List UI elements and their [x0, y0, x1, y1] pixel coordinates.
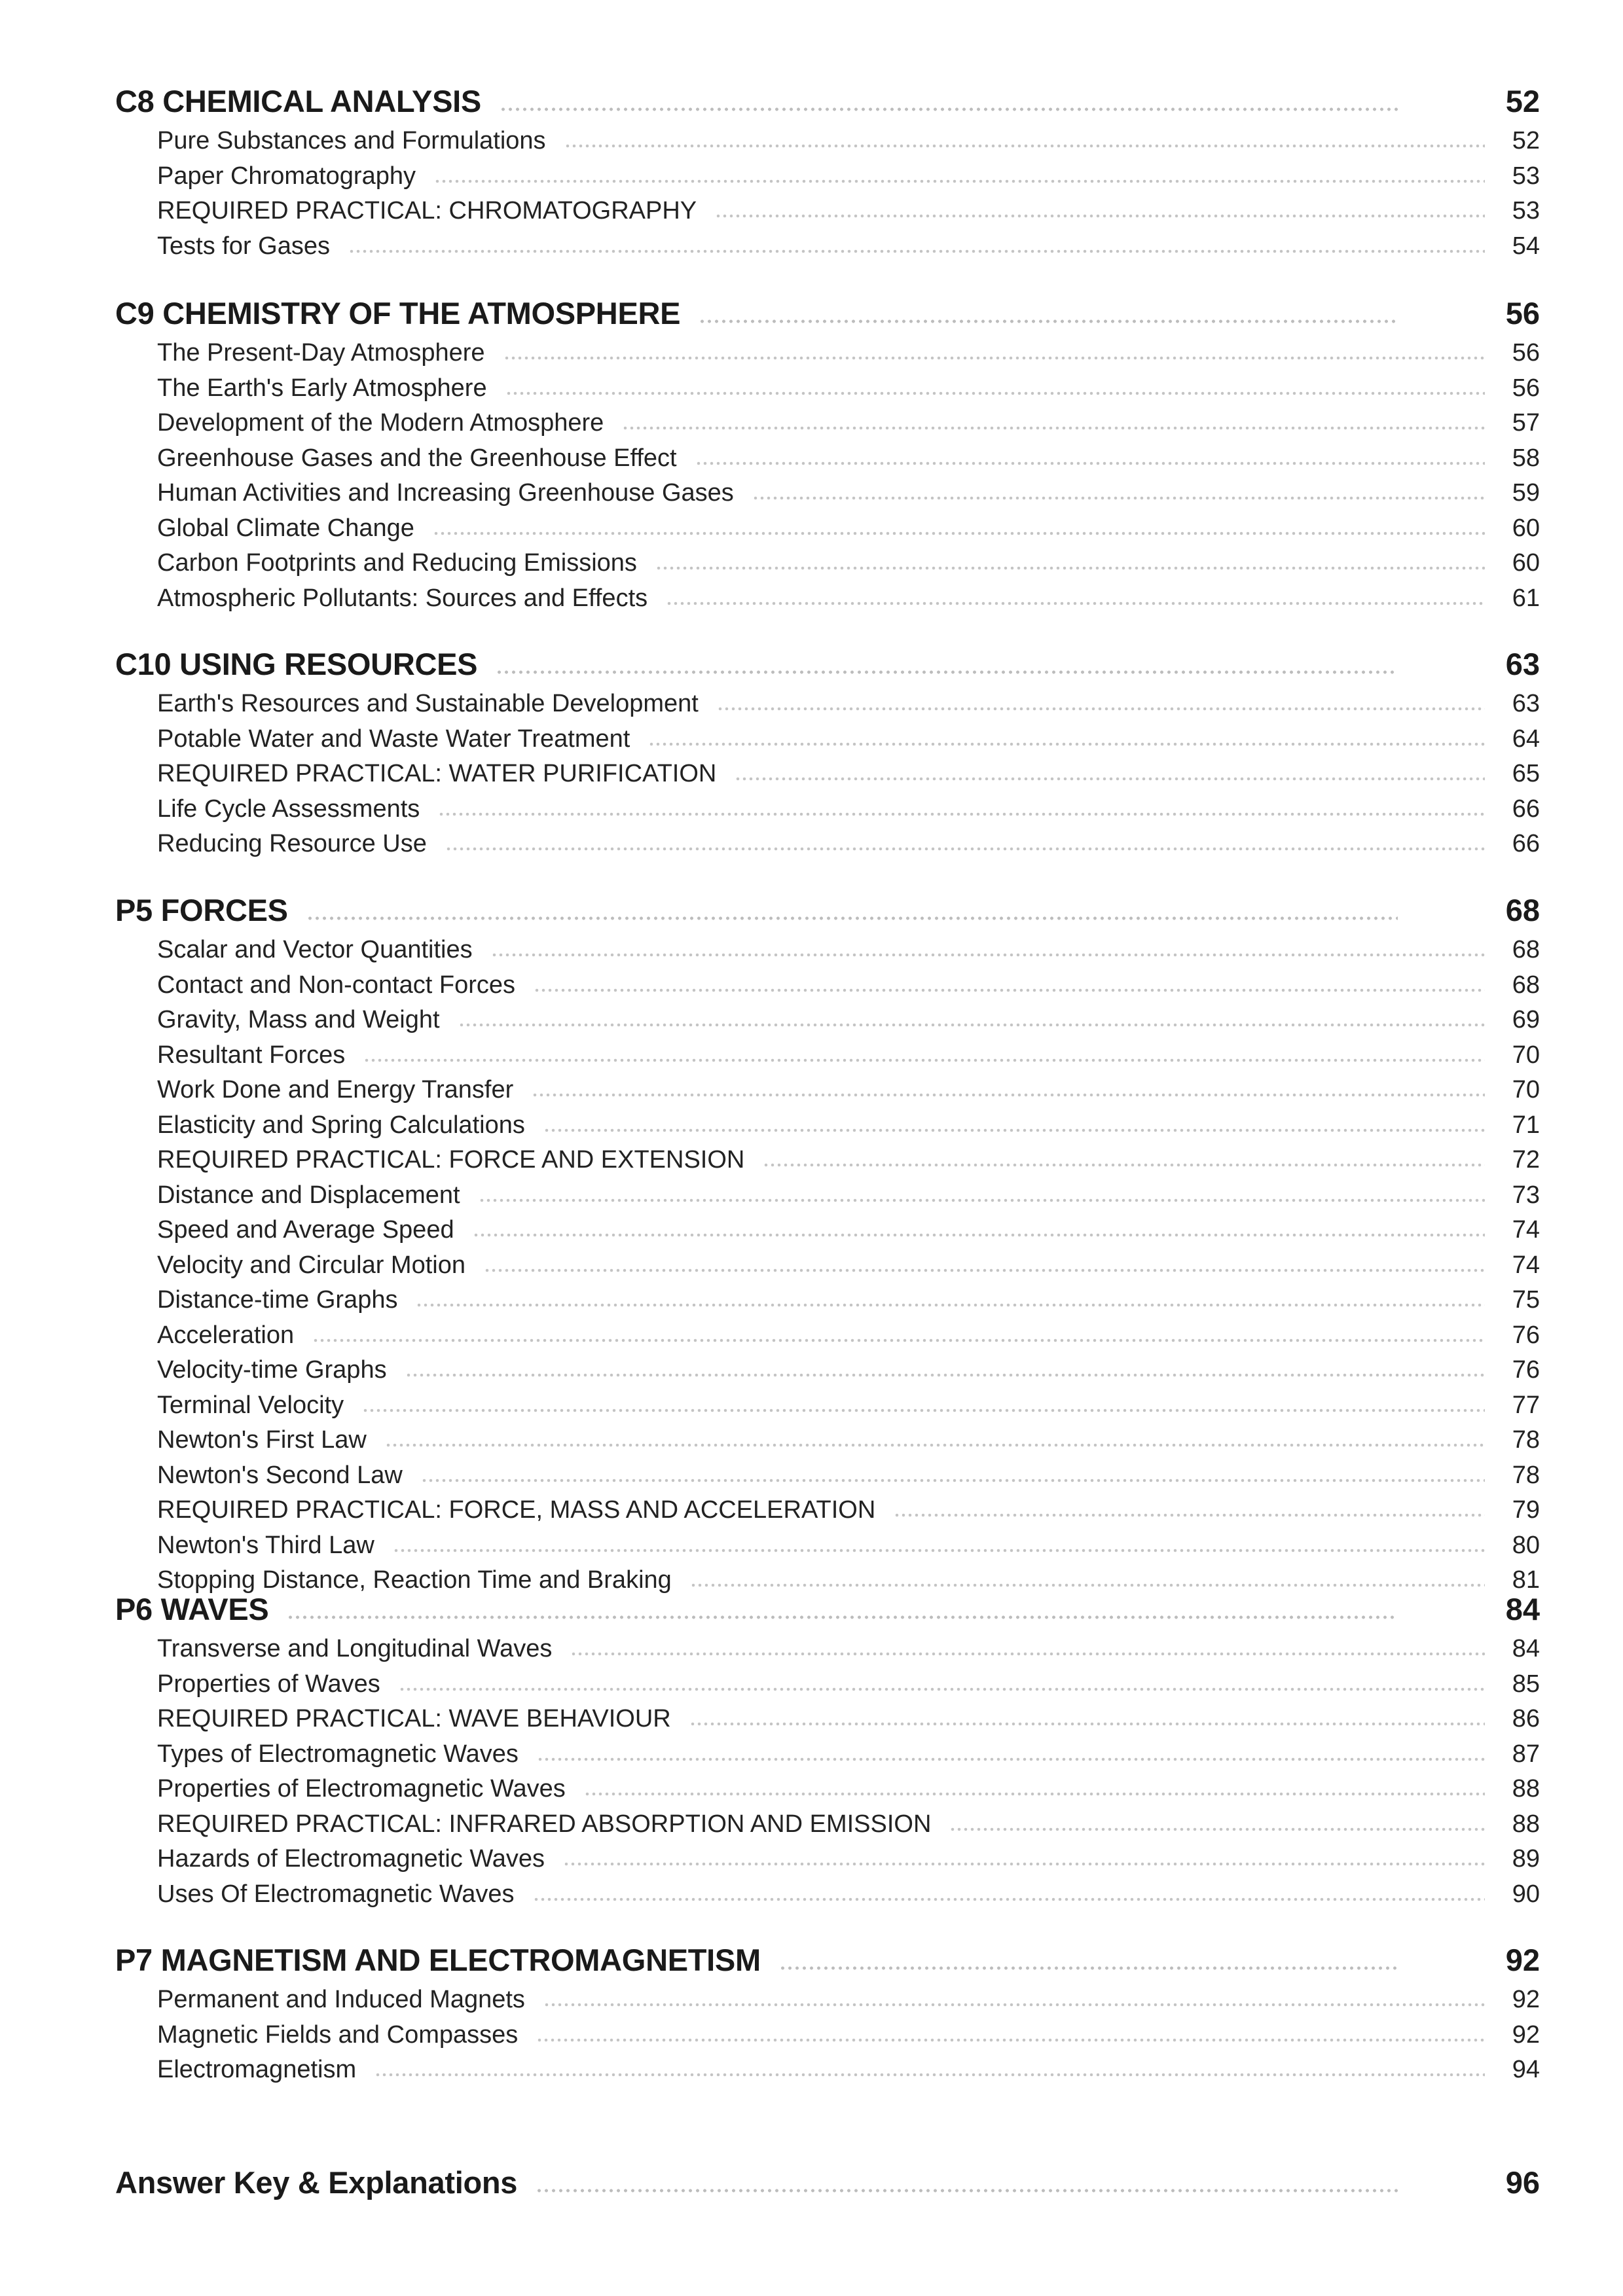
- entry-page-number: 71: [1512, 1111, 1540, 1139]
- dot-leader: [306, 916, 1398, 920]
- entry-title: Transverse and Longitudinal Waves: [157, 1635, 553, 1662]
- entry-page-number: 65: [1512, 760, 1540, 787]
- dot-leader: [458, 1023, 1485, 1027]
- entry-page-number: 68: [1512, 971, 1540, 999]
- section-heading[interactable]: [115, 289, 1540, 329]
- section-heading[interactable]: [115, 77, 1540, 117]
- entry-title: Resultant Forces: [157, 1041, 346, 1069]
- toc-entry[interactable]: [157, 1139, 1540, 1172]
- section-title: C10 USING RESOURCES: [115, 647, 478, 681]
- dot-leader: [735, 777, 1485, 781]
- toc-entry[interactable]: [157, 823, 1540, 856]
- dot-leader: [374, 2073, 1485, 2077]
- entry-title: Pure Substances and Formulations: [157, 127, 546, 154]
- entry-page-number: 92: [1512, 2020, 1540, 2049]
- entry-page-number: 86: [1512, 1705, 1540, 1732]
- toc-entry[interactable]: [157, 226, 1540, 259]
- dot-leader: [496, 670, 1398, 674]
- dot-leader: [570, 1652, 1485, 1656]
- entry-title: The Present-Day Atmosphere: [157, 339, 485, 367]
- entry-page-number: 74: [1512, 1251, 1540, 1279]
- dot-leader: [505, 391, 1485, 395]
- entry-page-number: 90: [1512, 1880, 1540, 1908]
- section-page-number: 92: [1505, 1943, 1540, 1977]
- entry-title: Speed and Average Speed: [157, 1216, 454, 1244]
- entry-title: Elasticity and Spring Calculations: [157, 1111, 525, 1139]
- entry-title: Distance and Displacement: [157, 1181, 460, 1209]
- entry-page-number: 92: [1512, 1986, 1540, 2013]
- entry-title: Atmospheric Pollutants: Sources and Effects: [157, 584, 648, 612]
- toc-entry[interactable]: [157, 929, 1540, 962]
- entry-title: Hazards of Electromagnetic Waves: [157, 1845, 545, 1873]
- toc-entry[interactable]: [157, 332, 1540, 365]
- toc-entry[interactable]: [157, 1525, 1540, 1558]
- dot-leader: [438, 812, 1485, 816]
- dot-leader: [532, 1093, 1485, 1097]
- entry-title: REQUIRED PRACTICAL: FORCE AND EXTENSION: [157, 1146, 745, 1174]
- dot-leader: [536, 2038, 1485, 2042]
- entry-title: Work Done and Energy Transfer: [157, 1076, 514, 1103]
- entry-title: Development of the Modern Atmosphere: [157, 409, 604, 437]
- entry-page-number: 87: [1512, 1740, 1540, 1768]
- toc-entry[interactable]: [157, 1035, 1540, 1067]
- dot-leader: [421, 1479, 1485, 1482]
- entry-page-number: 76: [1512, 1356, 1540, 1384]
- section-title: P5 FORCES: [115, 893, 288, 927]
- entry-title: Reducing Resource Use: [157, 830, 427, 857]
- toc-entry[interactable]: [157, 1385, 1540, 1418]
- dot-leader: [543, 2003, 1485, 2007]
- dot-leader: [433, 531, 1485, 535]
- entry-page-number: 69: [1512, 1006, 1540, 1033]
- dot-leader: [491, 953, 1485, 957]
- entry-title: Gravity, Mass and Weight: [157, 1006, 440, 1033]
- dot-leader: [779, 1966, 1398, 1970]
- toc-entry[interactable]: [157, 578, 1540, 611]
- entry-page-number: 53: [1512, 162, 1540, 190]
- entry-page-number: 73: [1512, 1181, 1540, 1209]
- section-title: P6 WAVES: [115, 1592, 269, 1626]
- dot-leader: [763, 1163, 1485, 1167]
- toc-entry[interactable]: [157, 1768, 1540, 1801]
- entry-title: REQUIRED PRACTICAL: WAVE BEHAVIOUR: [157, 1705, 671, 1732]
- entry-page-number: 77: [1512, 1391, 1540, 1419]
- entry-page-number: 56: [1512, 374, 1540, 402]
- entry-title: REQUIRED PRACTICAL: WATER PURIFICATION: [157, 760, 717, 787]
- toc-entry[interactable]: [157, 1175, 1540, 1208]
- entry-page-number: 54: [1512, 232, 1540, 260]
- entry-page-number: 74: [1512, 1216, 1540, 1244]
- dot-leader: [655, 566, 1485, 570]
- section-page-number: 56: [1505, 296, 1540, 331]
- toc-entry[interactable]: [157, 999, 1540, 1032]
- section-heading[interactable]: [115, 1936, 1540, 1975]
- entry-title: Human Activities and Increasing Greenhouse Gases: [157, 479, 734, 507]
- entry-title: The Earth's Early Atmosphere: [157, 374, 487, 402]
- toc-entry[interactable]: [157, 965, 1540, 997]
- entry-title: Paper Chromatography: [157, 162, 416, 190]
- dot-leader: [537, 1757, 1485, 1761]
- dot-leader: [312, 1338, 1485, 1342]
- dot-leader: [405, 1373, 1485, 1377]
- entry-title: Earth's Resources and Sustainable Development: [157, 690, 699, 717]
- entry-page-number: 84: [1512, 1635, 1540, 1662]
- dot-leader: [416, 1303, 1485, 1307]
- dot-leader: [563, 1862, 1485, 1866]
- entry-page-number: 85: [1512, 1670, 1540, 1698]
- entry-title: Newton's First Law: [157, 1426, 367, 1454]
- entry-page-number: 66: [1512, 795, 1540, 823]
- entry-page-number: 59: [1512, 479, 1540, 507]
- toc-entry[interactable]: [157, 719, 1540, 751]
- toc-entry[interactable]: [157, 1420, 1540, 1452]
- section-heading[interactable]: [115, 2159, 1540, 2198]
- entry-title: Terminal Velocity: [157, 1391, 344, 1419]
- entry-page-number: 89: [1512, 1845, 1540, 1873]
- entry-page-number: 94: [1512, 2056, 1540, 2083]
- entry-title: Properties of Waves: [157, 1670, 380, 1698]
- entry-title: Distance-time Graphs: [157, 1286, 398, 1314]
- entry-page-number: 56: [1512, 339, 1540, 367]
- entry-title: Newton's Second Law: [157, 1461, 403, 1489]
- toc-entry[interactable]: [157, 1455, 1540, 1488]
- section-heading[interactable]: [115, 886, 1540, 925]
- dot-leader: [534, 988, 1485, 992]
- toc-entry[interactable]: [157, 2015, 1540, 2047]
- dot-leader: [434, 179, 1485, 183]
- dot-leader: [894, 1513, 1485, 1517]
- dot-leader: [752, 496, 1485, 500]
- entry-page-number: 78: [1512, 1461, 1540, 1489]
- dot-leader: [564, 144, 1485, 148]
- toc-entry[interactable]: [157, 2049, 1540, 2082]
- entry-title: Properties of Electromagnetic Waves: [157, 1775, 566, 1803]
- dot-leader: [666, 601, 1485, 605]
- entry-page-number: 88: [1512, 1775, 1540, 1803]
- entry-page-number: 64: [1512, 725, 1540, 753]
- toc-entry[interactable]: [157, 543, 1540, 575]
- toc-entry[interactable]: [157, 789, 1540, 821]
- entry-title: Electromagnetism: [157, 2056, 357, 2083]
- toc-entry[interactable]: [157, 1874, 1540, 1907]
- toc-entry[interactable]: [157, 438, 1540, 471]
- toc-entry[interactable]: [157, 190, 1540, 223]
- dot-leader: [399, 1687, 1485, 1691]
- dot-leader: [689, 1722, 1485, 1726]
- entry-title: REQUIRED PRACTICAL: FORCE, MASS AND ACCELERATION: [157, 1496, 876, 1524]
- entry-title: Magnetic Fields and Compasses: [157, 2020, 519, 2049]
- entry-title: Permanent and Induced Magnets: [157, 1986, 525, 2013]
- dot-leader: [363, 1058, 1485, 1062]
- dot-leader: [699, 319, 1398, 323]
- entry-page-number: 88: [1512, 1810, 1540, 1838]
- toc-entry[interactable]: [157, 683, 1540, 716]
- entry-page-number: 66: [1512, 830, 1540, 857]
- entry-page-number: 58: [1512, 444, 1540, 472]
- toc-entry[interactable]: [157, 368, 1540, 401]
- entry-title: Uses Of Electromagnetic Waves: [157, 1880, 515, 1908]
- section-page-number: 52: [1505, 84, 1540, 118]
- entry-title: Scalar and Vector Quantities: [157, 936, 473, 963]
- entry-page-number: 70: [1512, 1076, 1540, 1103]
- entry-page-number: 68: [1512, 936, 1540, 963]
- entry-page-number: 57: [1512, 409, 1540, 437]
- entry-page-number: 70: [1512, 1041, 1540, 1069]
- entry-page-number: 78: [1512, 1426, 1540, 1454]
- entry-page-number: 81: [1512, 1566, 1540, 1594]
- entry-title: Stopping Distance, Reaction Time and Braking: [157, 1566, 672, 1594]
- entry-title: Contact and Non-contact Forces: [157, 971, 516, 999]
- entry-title: Potable Water and Waste Water Treatment: [157, 725, 630, 753]
- toc-entry[interactable]: [157, 1280, 1540, 1312]
- toc-entry[interactable]: [157, 1350, 1540, 1382]
- dot-leader: [484, 1268, 1485, 1272]
- section-title: Answer Key & Explanations: [115, 2165, 518, 2200]
- toc-entry[interactable]: [157, 1210, 1540, 1242]
- toc-entry[interactable]: [157, 1839, 1540, 1871]
- toc-entry[interactable]: [157, 403, 1540, 435]
- dot-leader: [479, 1198, 1485, 1202]
- dot-leader: [949, 1827, 1485, 1831]
- toc-entry[interactable]: [157, 1979, 1540, 2012]
- toc-entry[interactable]: [157, 1804, 1540, 1837]
- dot-leader: [622, 426, 1485, 430]
- entry-title: Tests for Gases: [157, 232, 330, 260]
- entry-title: REQUIRED PRACTICAL: CHROMATOGRAPHY: [157, 197, 697, 224]
- toc-entry[interactable]: [157, 753, 1540, 786]
- dot-leader: [473, 1233, 1485, 1237]
- section-page-number: 63: [1505, 647, 1540, 681]
- entry-page-number: 63: [1512, 690, 1540, 717]
- dot-leader: [648, 742, 1485, 746]
- toc-entry[interactable]: [157, 1490, 1540, 1522]
- dot-leader: [445, 847, 1485, 851]
- section-title: C8 CHEMICAL ANALYSIS: [115, 84, 481, 118]
- dot-leader: [503, 356, 1485, 360]
- dot-leader: [385, 1443, 1485, 1447]
- toc-entry[interactable]: [157, 1698, 1540, 1731]
- entry-title: REQUIRED PRACTICAL: INFRARED ABSORPTION AND EMISSION: [157, 1810, 932, 1838]
- section-page-number: 84: [1505, 1592, 1540, 1626]
- dot-leader: [362, 1408, 1485, 1412]
- dot-leader: [536, 2189, 1398, 2193]
- entry-page-number: 72: [1512, 1146, 1540, 1174]
- entry-page-number: 79: [1512, 1496, 1540, 1524]
- dot-leader: [287, 1615, 1398, 1619]
- entry-page-number: 61: [1512, 584, 1540, 612]
- toc-entry[interactable]: [157, 1664, 1540, 1696]
- entry-page-number: 80: [1512, 1531, 1540, 1559]
- entry-title: Newton's Third Law: [157, 1531, 374, 1559]
- toc-entry[interactable]: [157, 1628, 1540, 1661]
- entry-title: Acceleration: [157, 1321, 295, 1349]
- dot-leader: [533, 1897, 1485, 1901]
- entry-page-number: 75: [1512, 1286, 1540, 1314]
- entry-title: Types of Electromagnetic Waves: [157, 1740, 519, 1768]
- toc-entry[interactable]: [157, 1105, 1540, 1138]
- toc-entry[interactable]: [157, 1069, 1540, 1102]
- entry-page-number: 60: [1512, 549, 1540, 577]
- entry-page-number: 60: [1512, 514, 1540, 542]
- dot-leader: [393, 1549, 1485, 1552]
- toc-entry[interactable]: [157, 1245, 1540, 1278]
- entry-page-number: 76: [1512, 1321, 1540, 1349]
- entry-title: Life Cycle Assessments: [157, 795, 420, 823]
- dot-leader: [715, 214, 1485, 218]
- entry-title: Velocity-time Graphs: [157, 1356, 387, 1384]
- entry-title: Greenhouse Gases and the Greenhouse Effect: [157, 444, 677, 472]
- toc-entry[interactable]: [157, 473, 1540, 505]
- dot-leader: [543, 1128, 1485, 1132]
- toc-entry[interactable]: [157, 1734, 1540, 1767]
- toc-entry[interactable]: [157, 120, 1540, 153]
- dot-leader: [500, 107, 1398, 111]
- entry-title: Velocity and Circular Motion: [157, 1251, 465, 1279]
- toc-entry[interactable]: [157, 1315, 1540, 1348]
- toc-entry[interactable]: [157, 508, 1540, 541]
- section-page-number: 96: [1505, 2165, 1540, 2200]
- dot-leader: [348, 249, 1485, 253]
- toc-entry[interactable]: [157, 156, 1540, 188]
- dot-leader: [695, 461, 1485, 465]
- entry-title: Global Climate Change: [157, 514, 414, 542]
- section-page-number: 68: [1505, 893, 1540, 927]
- entry-title: Carbon Footprints and Reducing Emissions: [157, 549, 637, 577]
- section-heading[interactable]: [115, 640, 1540, 679]
- section-title: C9 CHEMISTRY OF THE ATMOSPHERE: [115, 296, 681, 331]
- section-title: P7 MAGNETISM AND ELECTROMAGNETISM: [115, 1943, 761, 1977]
- dot-leader: [584, 1792, 1485, 1796]
- entry-page-number: 53: [1512, 197, 1540, 224]
- section-heading[interactable]: [115, 1585, 1540, 1624]
- entry-page-number: 52: [1512, 127, 1540, 154]
- dot-leader: [717, 707, 1485, 711]
